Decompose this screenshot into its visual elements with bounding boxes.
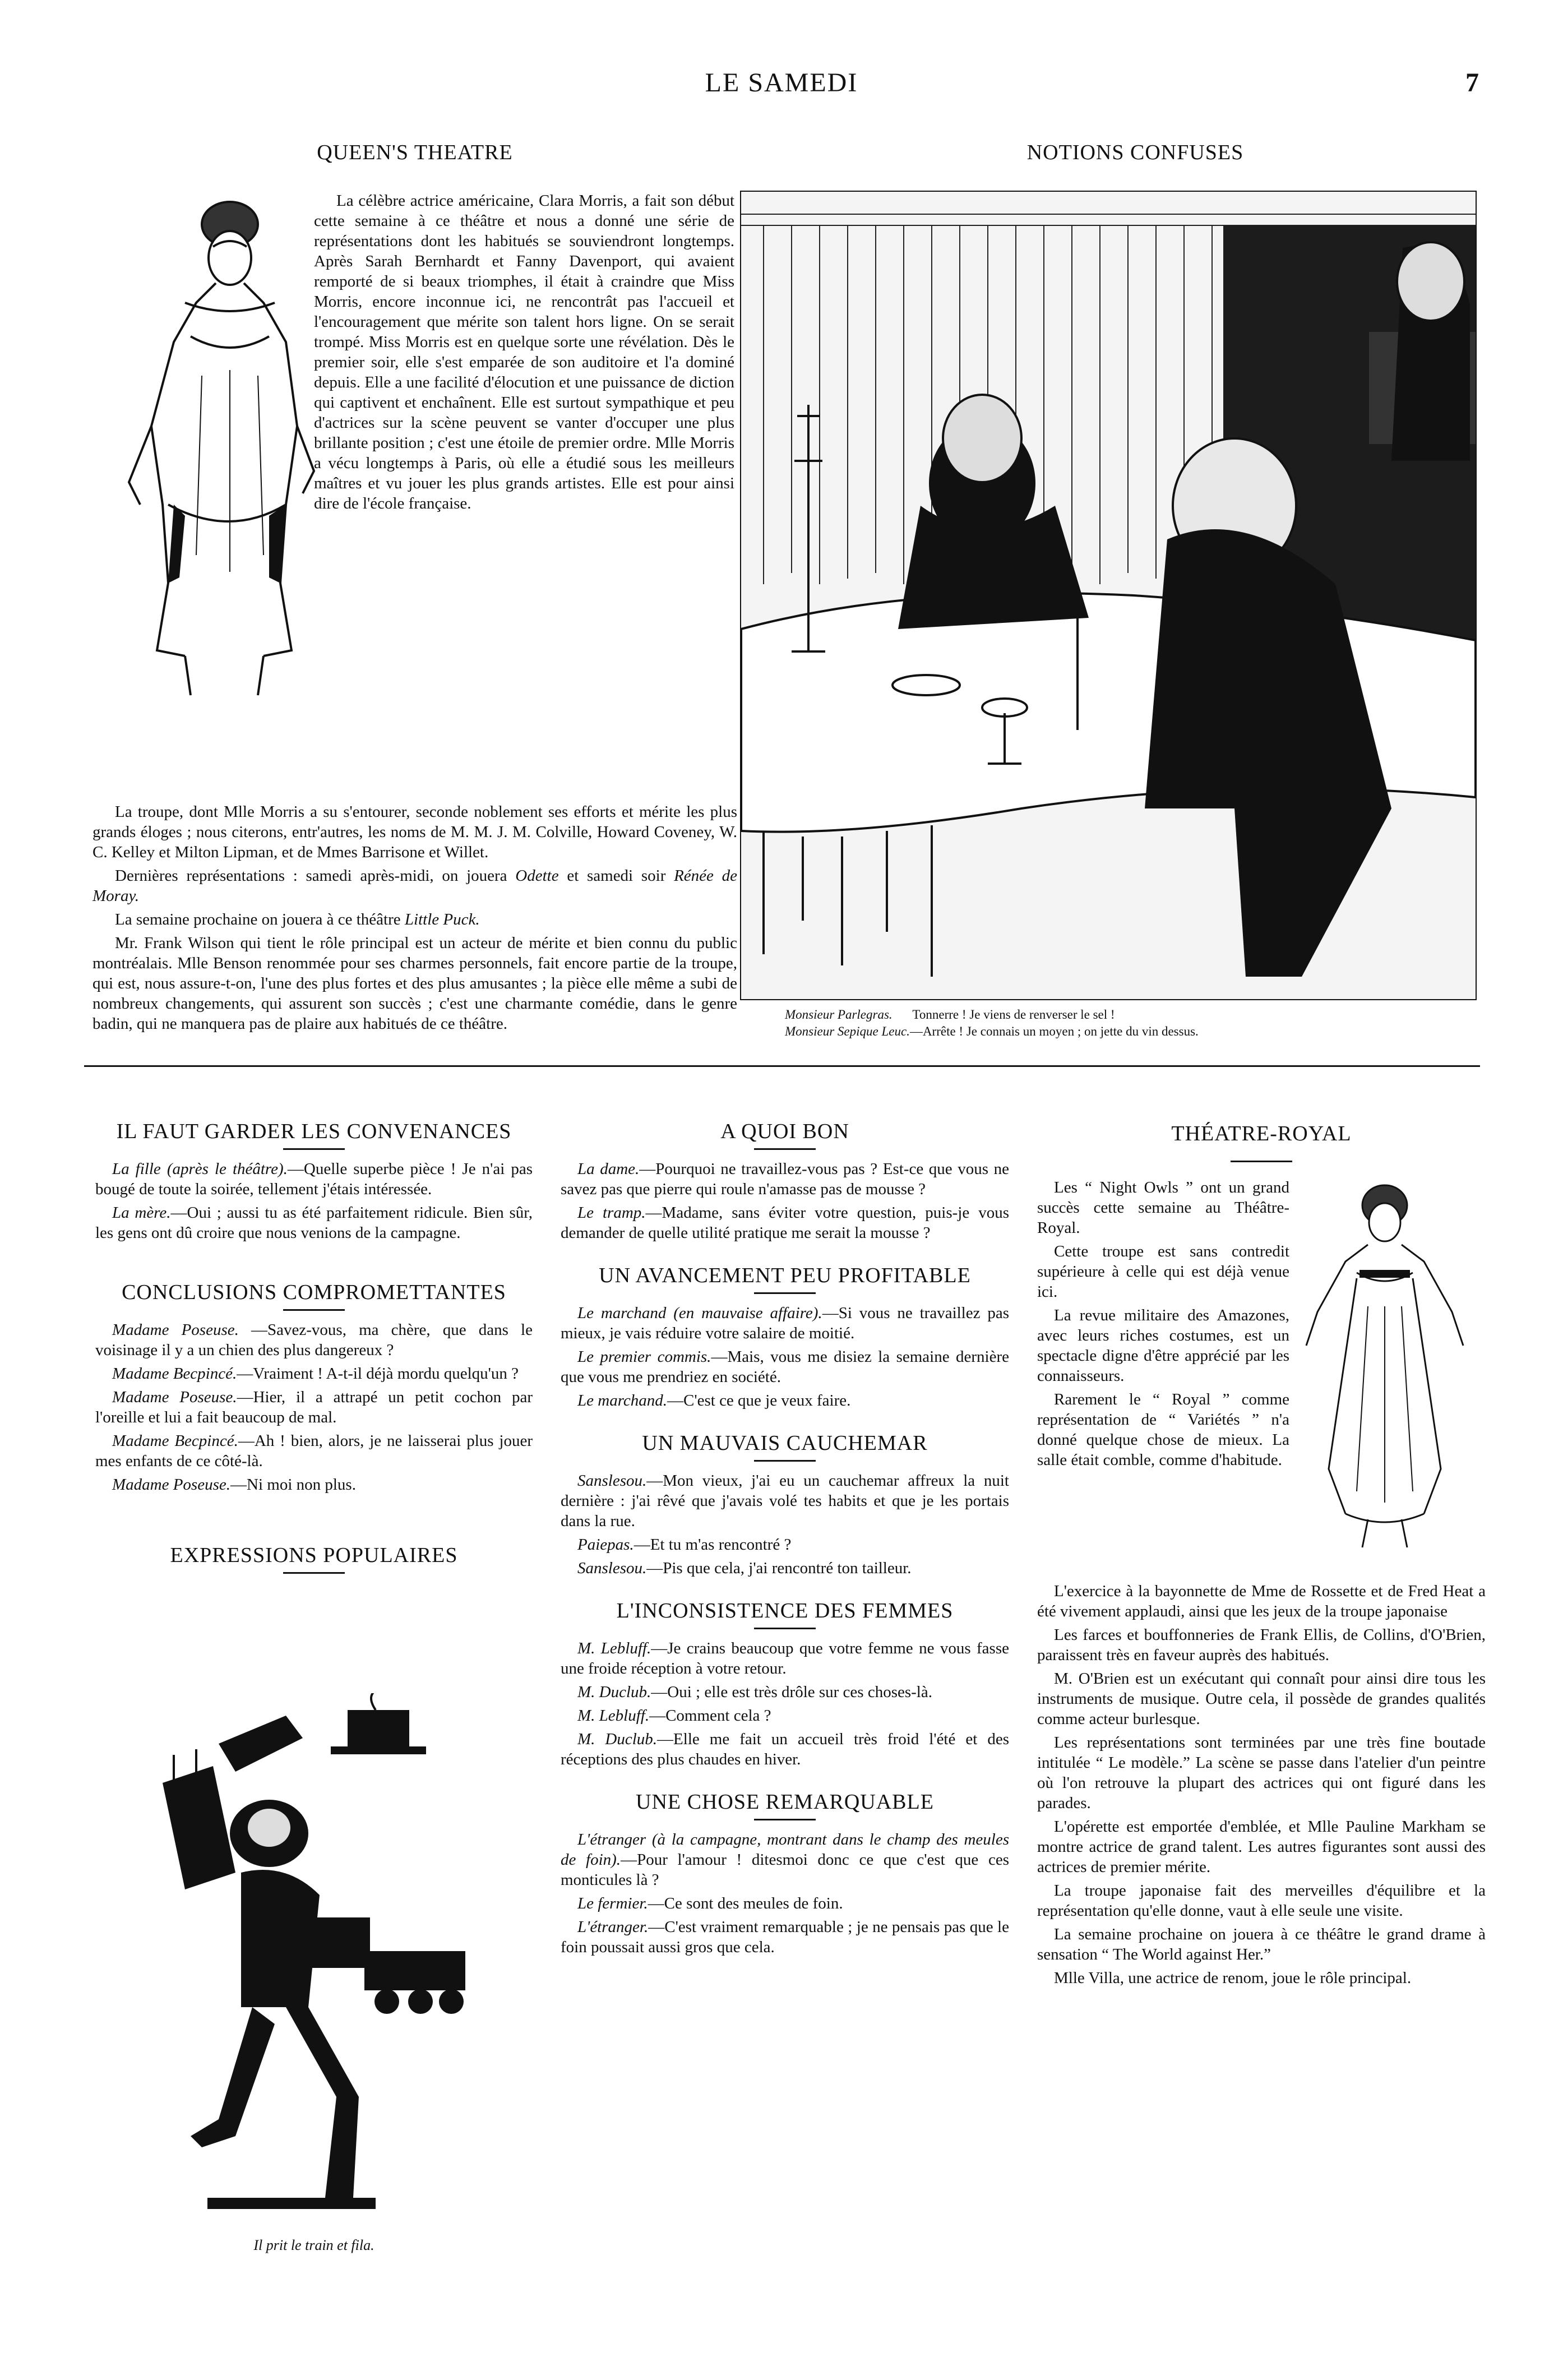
queens-paragraph-5: Mr. Frank Wilson qui tient le rôle principal est un acteur de mérite et bien connu du public montréalais. Mlle Benson renommée pour ses charmes personnels, fait encore partie de la troupe, qui est, nous assure-t-on, l'une des plus fortes et des plus amusantes ; la pièce elle même a subi de nombreux changements, qui assurent son succès ; c'est une charmante comédie, dans le genre badin, qui ne manquera pas de plaire aux habitués de ce théâtre. xyxy=(93,934,737,1033)
conclusions-line-1: Madame Poseuse. —Savez-vous, ma chère, que dans le voisinage il y a un chien des plus dangereux ? xyxy=(95,1321,533,1359)
column-1 xyxy=(95,1121,533,1583)
notions-caption-line-2 xyxy=(785,1023,1491,1040)
column-2 xyxy=(561,1121,1009,1961)
royal-paragraph-1: Les “ Night Owls ” ont un grand succès cette semaine au Théâtre-Royal. xyxy=(1037,1179,1289,1237)
royal-body-upper xyxy=(1037,1177,1289,1473)
royal-title: THÉATRE-ROYAL xyxy=(1171,1122,1352,1145)
rule xyxy=(754,1460,816,1462)
quoibon-line-1: La dame.—Pourquoi ne travaillez-vous pas ? Est-ce que vous ne savez pas que pierre qui roule n'amasse pas de mousse ? xyxy=(561,1160,1009,1198)
royal-paragraph-3: La revue militaire des Amazones, avec leurs riches costumes, est un spectacle digne d'être apprécié par les connaisseurs. xyxy=(1037,1306,1289,1385)
inconsistence-line-4: M. Duclub.—Elle me fait un accueil très froid l'été et des réceptions des plus chaudes en hiver. xyxy=(561,1730,1009,1768)
rule xyxy=(1231,1161,1292,1162)
conclusions-line-2: Madame Becpincé.—Vraiment ! A-t-il déjà mordu quelqu'un ? xyxy=(112,1365,519,1383)
notions-line-1: Tonnerre ! Je viens de renverser le sel ! xyxy=(912,1008,1115,1022)
queens-paragraph-4 xyxy=(93,909,737,930)
avancement-title: UN AVANCEMENT PEU PROFITABLE xyxy=(599,1264,971,1287)
queens-title: QUEEN'S THEATRE xyxy=(317,141,513,164)
dancer-drawing xyxy=(1295,1177,1474,1559)
avancement-line-1: Le marchand (en mauvaise affaire).—Si vous ne travaillez pas mieux, je vais réduire votre salaire de moitié. xyxy=(561,1304,1009,1342)
train-man-illustration xyxy=(140,1693,488,2231)
conclusions-line-5: Madame Poseuse.—Ni moi non plus. xyxy=(112,1476,356,1494)
cauchemar-line-2: Paiepas.—Et tu m'as rencontré ? xyxy=(577,1536,792,1554)
notions-caption xyxy=(785,1006,1491,1040)
royal-body-lower xyxy=(1037,1581,1486,1991)
royal-paragraph-12: Mlle Villa, une actrice de renom, joue le rôle principal. xyxy=(1054,1969,1412,1987)
notions-speaker-2: Monsieur Sepique Leuc. xyxy=(785,1024,910,1038)
queens-paragraph-3 xyxy=(93,866,737,906)
royal-paragraph-7: M. O'Brien est un exécutant qui connaît pour ainsi dire tous les instruments de musique. Outre cela, il possède de grandes qualités comme acteur burlesque. xyxy=(1037,1670,1486,1728)
queens-p3-c: et samedi soir xyxy=(558,867,674,885)
royal-paragraph-2: Cette troupe est sans contredit supérieure à celle qui est déjà venue ici. xyxy=(1037,1242,1289,1301)
avancement-line-2: Le premier commis.—Mais, vous me disiez la semaine dernière que vous me prendriez en société. xyxy=(561,1348,1009,1386)
convenances-line-2: La mère.—Oui ; aussi tu as été parfaitement ridicule. Bien sûr, les gens ont dû croire que nous venions de la campagne. xyxy=(95,1204,533,1242)
cauchemar-title: UN MAUVAIS CAUCHEMAR xyxy=(642,1431,928,1455)
actress-drawing xyxy=(118,191,325,706)
royal-paragraph-9: L'opérette est emportée d'emblée, et Mlle Pauline Markham se montre actrice de grand talent. Les autres figurantes sont aussi des actrices de premier mérite. xyxy=(1037,1818,1486,1876)
queens-p3-a: Dernières représentations : samedi après-midi, on jouera xyxy=(115,867,516,885)
royal-paragraph-10: La troupe japonaise fait des merveilles d'équilibre et la représentation qu'elle donne, vaut à elle seule une visite. xyxy=(1037,1882,1486,1920)
avancement-line-3: Le marchand.—C'est ce que je veux faire. xyxy=(577,1392,851,1409)
remarquable-line-1: L'étranger (à la campagne, montrant dans le champ des meules de foin).—Pour l'amour ! ditesmoi donc ce que c'est que ces monticules là ? xyxy=(561,1831,1009,1889)
royal-paragraph-8: Les représentations sont terminées par une très fine boutade intitulée “ Le modèle.” La scène se passe dans l'atelier d'un peintre où l'on retrouve la plupart des actrices qui ont figuré dans les parades. xyxy=(1037,1734,1486,1812)
rule xyxy=(754,1628,816,1629)
section-divider xyxy=(84,1065,1480,1067)
queens-body-lower xyxy=(93,802,737,1037)
inconsistence-line-1: M. Lebluff.—Je crains beaucoup que votre femme ne vous fasse une froide réception à votre retour. xyxy=(561,1639,1009,1677)
royal-paragraph-6: Les farces et bouffonneries de Frank Ellis, de Collins, d'O'Brien, paraissent très en faveur auprès des habitués. xyxy=(1037,1626,1486,1664)
royal-paragraph-11: La semaine prochaine on jouera à ce théâtre le grand drame à sensation “ The World against Her.” xyxy=(1037,1925,1486,1963)
queens-p4-puck: Little Puck. xyxy=(404,911,480,928)
queens-paragraph-1: La célèbre actrice américaine, Clara Morris, a fait son début cette semaine à ce théâtre et nous a donné une série de représentations dont les habitués se souviendront longtemps. Après Sarah Bernhardt et Fanny Davenport, qui avaient remporté de si beaux triomphes, il était à craindre que Miss Morris, encore inconnue ici, ne rencontrât pas l'accueil et l'encouragement que mérite son talent hors ligne. On se serait trompé. Miss Morris est en quelque sorte une révélation. Dès le premier soir, elle s'est emparée de son auditoire et l'a dominé depuis. Elle a une facilité d'élocution et une puissance de diction qui captivent et enchaînent. Elle est surtout sympathique et peu d'actrices sur la scène peuvent se vanter d'occuper une plus brillante position ; c'est une étoile de premier ordre. Mlle Morris a vécu longtemps à Paris, où elle a étudié sous les meilleurs maîtres et vu jouer les plus grands artistes. Elle est pour ainsi dire de l'école française. xyxy=(314,192,734,512)
notions-caption-line-1 xyxy=(785,1006,1491,1023)
inconsistence-line-2: M. Duclub.—Oui ; elle est très drôle sur ces choses-là. xyxy=(577,1683,932,1701)
page-number: 7 xyxy=(1465,68,1479,98)
expressions-caption: Il prit le train et fila. xyxy=(253,2237,374,2253)
rule xyxy=(283,1572,345,1574)
convenances-title: IL FAUT GARDER LES CONVENANCES xyxy=(116,1120,512,1143)
notions-title: NOTIONS CONFUSES xyxy=(1026,141,1244,164)
notions-line-2: —Arrête ! Je connais un moyen ; on jette du vin dessus. xyxy=(909,1024,1199,1038)
dinner-scene-drawing xyxy=(741,192,1476,999)
queens-p4-a: La semaine prochaine on jouera à ce théâtre xyxy=(115,911,405,928)
conclusions-line-4: Madame Becpincé.—Ah ! bien, alors, je ne laisserai plus jouer mes enfants de ce côté-là. xyxy=(95,1432,533,1470)
notions-speaker-1: Monsieur Parlegras. xyxy=(785,1008,893,1022)
cauchemar-line-3: Sanslesou.—Pis que cela, j'ai rencontré ton tailleur. xyxy=(577,1559,912,1577)
quoibon-line-2: Le tramp.—Madame, sans éviter votre question, puis-je vous demander de quelle utilité pratique me serait la mousse ? xyxy=(561,1204,1009,1242)
cauchemar-line-1: Sanslesou.—Mon vieux, j'ai eu un cauchemar affreux la nuit dernière : j'ai rêvé que j'avais volé tes habits et que je les portais dans la rue. xyxy=(561,1472,1009,1530)
royal-paragraph-5: L'exercice à la bayonnette de Mme de Rossette et de Fred Heat a été vivement applaudi, ainsi que les jeux de la troupe japonaise xyxy=(1037,1582,1486,1620)
rule xyxy=(283,1309,345,1311)
inconsistence-title: L'INCONSISTENCE DES FEMMES xyxy=(616,1599,954,1623)
notions-illustration xyxy=(740,191,1477,1000)
convenances-line-1: La fille (après le théâtre).—Quelle superbe pièce ! Je n'ai pas bougé de toute la soirée, tellement j'étais intéressée. xyxy=(95,1160,533,1198)
queens-paragraph-2: La troupe, dont Mlle Morris a su s'entourer, seconde noblement ses efforts et mérite les plus grands éloges ; nous citerons, entr'autres, les noms de M. M. J. M. Colville, Howard Coveney, W. C. Kelley et Milton Lipman, et de Mmes Barrisone et Willet. xyxy=(93,803,737,861)
rule xyxy=(283,1148,345,1150)
train-man-drawing xyxy=(140,1693,488,2231)
dancer-illustration xyxy=(1295,1177,1474,1559)
queens-p3-odette: Odette xyxy=(515,867,559,885)
inconsistence-line-3: M. Lebluff.—Comment cela ? xyxy=(577,1707,771,1725)
royal-paragraph-4: Rarement le “ Royal ” comme représentation de “ Variétés ” n'a donné quelque chose de mieux. La salle était comble, comme d'habitude. xyxy=(1037,1390,1289,1469)
expressions-title: EXPRESSIONS POPULAIRES xyxy=(170,1543,458,1567)
rule xyxy=(754,1148,816,1150)
quoibon-title: A QUOI BON xyxy=(720,1120,849,1143)
remarquable-line-2: Le fermier.—Ce sont des meules de foin. xyxy=(577,1894,843,1912)
conclusions-line-3: Madame Poseuse.—Hier, il a attrapé un petit cochon par l'oreille et lui a fait beaucoup de mal. xyxy=(95,1388,533,1426)
masthead: LE SAMEDI xyxy=(705,68,858,98)
actress-illustration xyxy=(118,191,325,706)
remarquable-line-3: L'étranger.—C'est vraiment remarquable ; je ne pensais pas que le foin poussait aussi gros que cela. xyxy=(561,1918,1009,1956)
rule xyxy=(754,1292,816,1294)
queens-body-upper xyxy=(314,191,734,517)
remarquable-title: UNE CHOSE REMARQUABLE xyxy=(636,1790,934,1814)
rule xyxy=(754,1819,816,1820)
conclusions-title: CONCLUSIONS COMPROMETTANTES xyxy=(122,1281,506,1304)
queens-p3-renee: Rénée de Moray. xyxy=(93,867,738,905)
